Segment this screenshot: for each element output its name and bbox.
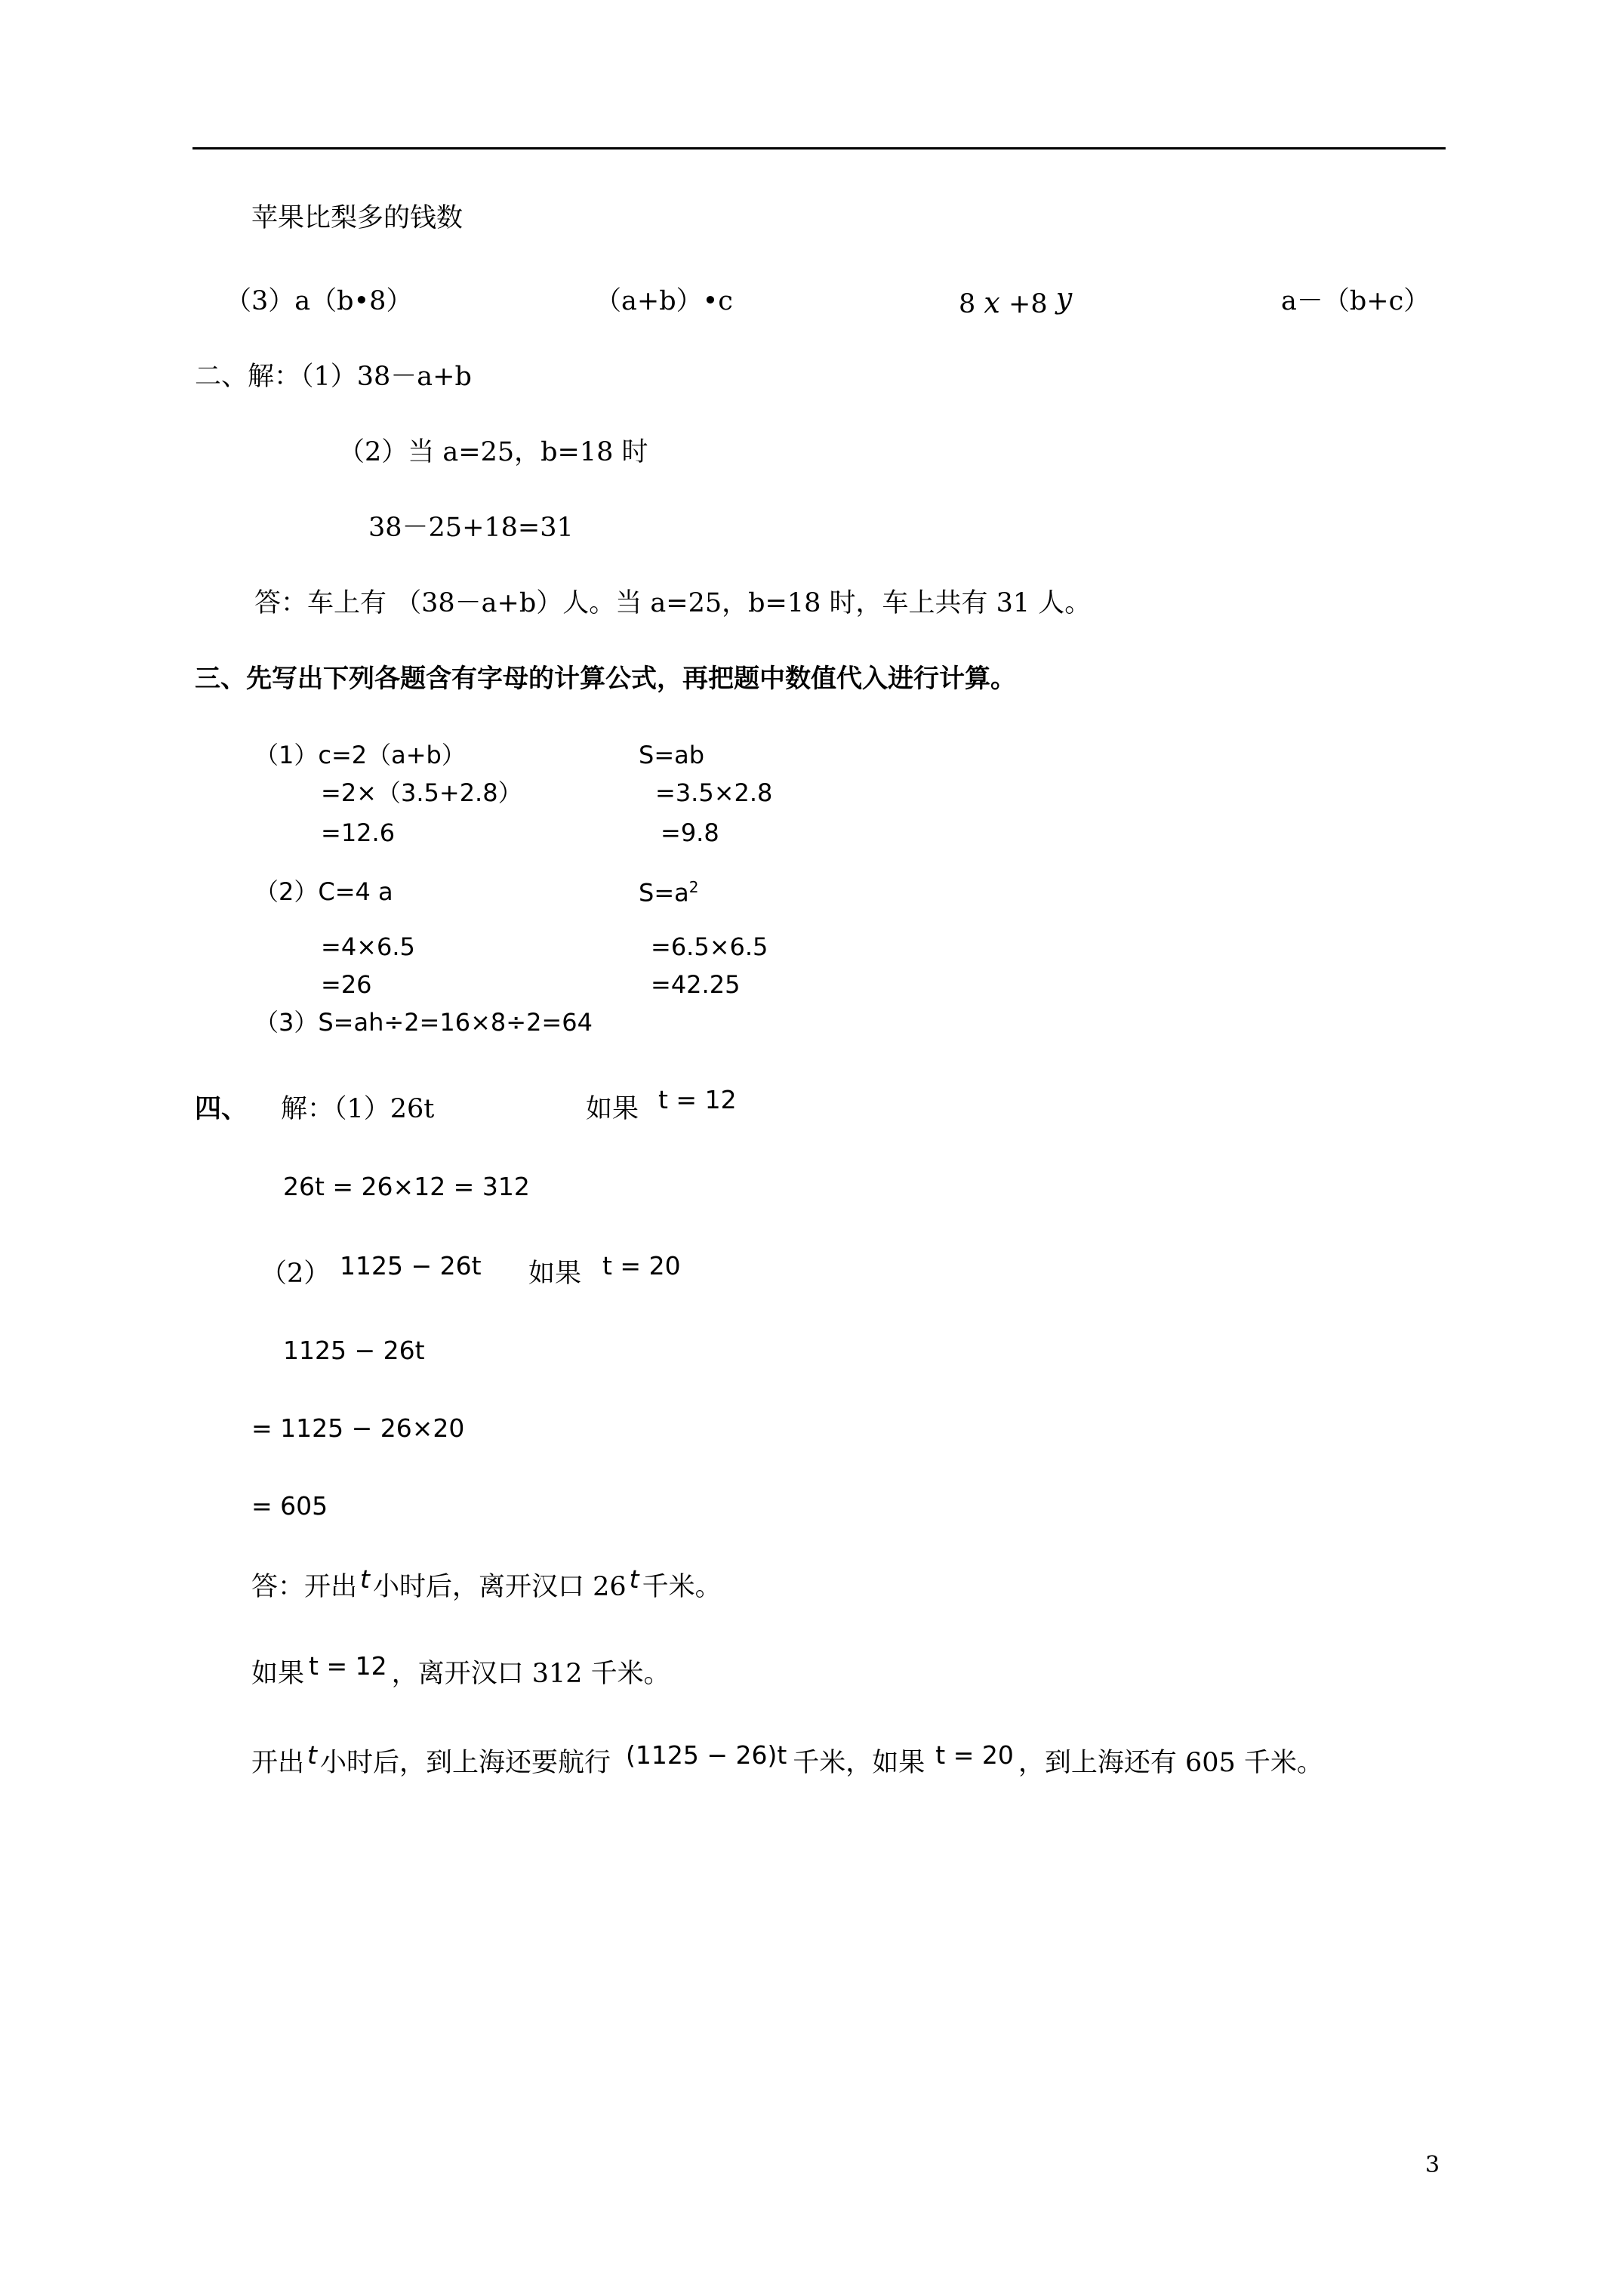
section4-p1: 解：（1）26t	[281, 1094, 435, 1124]
q2-line3: =26	[321, 970, 372, 999]
section4-label: 四、	[195, 1094, 248, 1124]
section4-t12: t = 12	[658, 1085, 737, 1114]
q3-line: （3）S=ah÷2=16×8÷2=64	[254, 1008, 593, 1037]
section4-if1: 如果	[586, 1094, 639, 1124]
section2-answer: 答：车上有 （38－a+b）人。当 a=25，b=18 时，车上共有 31 人。	[254, 588, 1092, 618]
section4-calc2c: = 605	[251, 1491, 328, 1521]
q1-line3: =12.6	[321, 818, 396, 847]
q1-area2: =3.5×2.8	[655, 778, 773, 807]
section4-calc2b: = 1125 − 26×20	[251, 1413, 465, 1443]
section4-ans1: 答：开出 t 小时后，离开汉口 26 t 千米。	[251, 1564, 722, 1602]
q2-line1: （2）C=4 a	[254, 877, 393, 906]
header-rule	[192, 147, 1446, 149]
page-number: 3	[1425, 2152, 1440, 2178]
section4-ans3: 开出 t 小时后，到上海还要航行 (1125 − 26)t 千米，如果 t = 20 ，到上海还有 605 千米。	[251, 1740, 1323, 1778]
section2-calc: 38－25+18=31	[368, 513, 574, 543]
section4-t20: t = 20	[602, 1251, 681, 1281]
section2-head: 二、解：（1）38－a+b	[195, 362, 472, 392]
section4-p2: （2）	[260, 1259, 331, 1289]
q1-area1: S=ab	[639, 741, 705, 769]
expr-a-bc: a－（b+c）	[1281, 286, 1431, 316]
section2-p2: （2）当 a=25，b=18 时	[338, 437, 648, 467]
q1-line2: =2×（3.5+2.8）	[321, 778, 522, 807]
section3-title: 三、先写出下列各题含有字母的计算公式，再把题中数值代入进行计算。	[195, 664, 1016, 694]
q2-area3: =42.25	[651, 970, 741, 999]
section4-expr2: 1125 − 26t	[340, 1251, 482, 1281]
q1-area3: =9.8	[661, 818, 719, 847]
section4-calc1: 26t = 26×12 = 312	[283, 1172, 530, 1201]
q1-line1: （1）c=2（a+b）	[254, 741, 466, 769]
q2-line2: =4×6.5	[321, 932, 415, 961]
q2-area1: $S=a^2$	[639, 878, 699, 908]
q2-area2: =6.5×6.5	[651, 932, 768, 961]
section4-calc2a: 1125 − 26t	[283, 1336, 425, 1365]
section4-if2: 如果	[528, 1259, 582, 1289]
intro-line: 苹果比梨多的钱数	[251, 203, 463, 233]
expr-ab-c: （a+b）•c	[595, 286, 733, 316]
expr-a-b8: （3）a（b•8）	[225, 286, 413, 316]
expr-8x-8y: 8 x +8 y	[959, 282, 1073, 319]
section4-ans2: 如果 t = 12 ，离开汉口 312 千米。	[251, 1651, 670, 1689]
